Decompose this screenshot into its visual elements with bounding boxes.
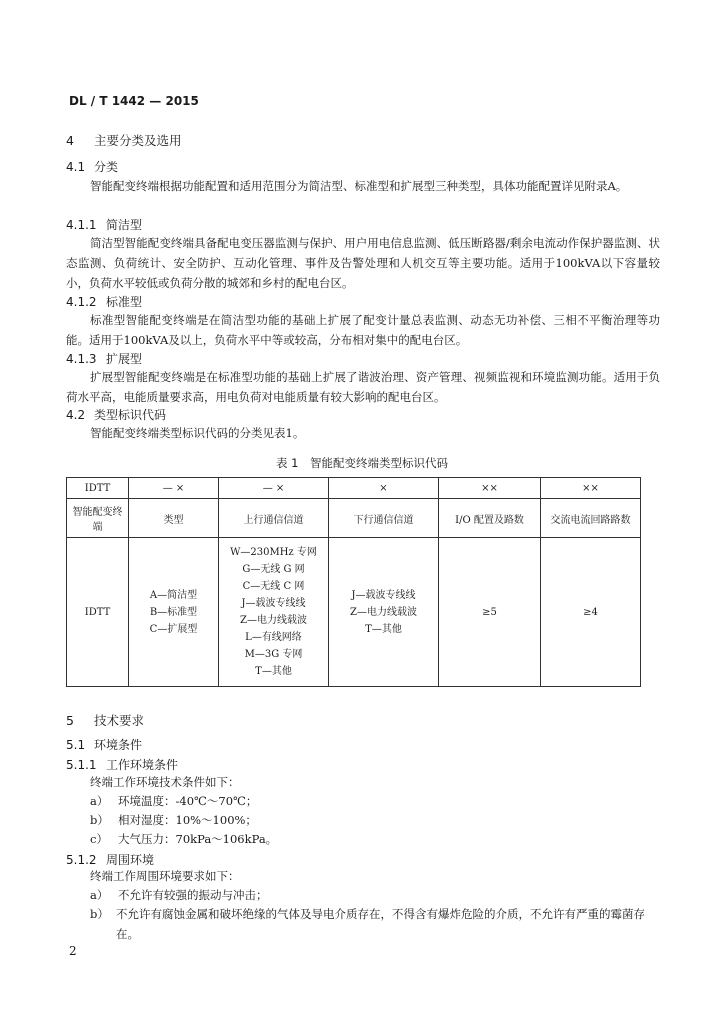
section-number: 4.1.1 (66, 218, 97, 232)
table-header-cell: — × (129, 478, 219, 499)
table-header-cell: — × (219, 478, 329, 499)
section-number: 5.1.1 (66, 758, 97, 772)
section-title: 技术要求 (94, 713, 145, 728)
section-title: 工作环境条件 (106, 758, 179, 772)
list-tag: a） (90, 888, 109, 902)
list-tag: c） (90, 832, 108, 846)
list-text: 大气压力：70kPa～106kPa。 (118, 832, 278, 846)
section-4-1-3-heading (66, 350, 142, 367)
section-title: 环境条件 (94, 738, 143, 752)
table-header-cell: I/O 配置及路数 (439, 499, 541, 538)
list-item (90, 831, 277, 847)
table-header-cell: 交流电流回路路数 (541, 499, 641, 538)
section-title: 主要分类及选用 (94, 133, 182, 148)
section-title: 扩展型 (106, 352, 143, 366)
list-item-b-tag (90, 906, 114, 922)
section-4-1-1-heading (66, 216, 142, 233)
table-header-cell: 上行通信信道 (219, 499, 329, 538)
type-code-table (66, 477, 641, 687)
list-tag: a） (90, 794, 109, 808)
uplink-option: G—无线 G 网 (242, 564, 305, 575)
section-4-heading (66, 131, 182, 149)
document-header: DL / T 1442 — 2015 (69, 94, 199, 108)
table-header-cell: ×× (439, 478, 541, 499)
table-cell-ac: ≥4 (541, 538, 641, 687)
section-4-1-2-text: 标准型智能配变终端是在简洁型功能的基础上扩展了配变计量总表监测、动态无功补偿、三相不平衡治理等功能。适用于100kVA及以上，负荷水平中等或较高，分布相对集中的配电台区。 (66, 313, 660, 347)
section-5-1-1-heading (66, 756, 178, 773)
table-header-cell: 类型 (129, 499, 219, 538)
list-text: 不允许有较强的振动与冲击； (118, 888, 268, 902)
table-header-cell: 智能配变终端 (67, 499, 129, 538)
list-item (90, 812, 257, 828)
section-4-1-text: 智能配变终端根据功能配置和适用范围分为简洁型、标准型和扩展型三种类型，具体功能配置详见附录A。 (90, 179, 628, 193)
section-5-1-2-heading (66, 851, 154, 868)
uplink-option: L—有线网络 (245, 632, 302, 643)
section-5-1-heading (66, 736, 142, 753)
table-cell-uplink (219, 538, 329, 687)
section-title: 类型标识代码 (94, 408, 167, 422)
section-title: 周围环境 (106, 853, 155, 867)
uplink-option: M—3G 专网 (244, 649, 303, 660)
section-4-1-3-text: 扩展型智能配变终端是在标准型功能的基础上扩展了谐波治理、资产管理、视频监视和环境监测功能。适用于负荷水平高，电能质量要求高，用电负荷对电能质量有较大影响的配电台区。 (66, 370, 660, 404)
table-cell-types (129, 538, 219, 687)
list-text: 相对湿度：10%～100%； (118, 813, 257, 827)
section-number: 4.1.3 (66, 352, 97, 366)
downlink-option: J—载波专线线 (351, 589, 416, 601)
type-option: A—简洁型 (149, 589, 198, 601)
downlink-option: Z—电力线载波 (350, 606, 417, 618)
downlink-option: T—其他 (365, 623, 402, 635)
table-header-cell: × (329, 478, 439, 499)
section-title: 标准型 (106, 295, 143, 309)
uplink-option: Z—电力线载波 (240, 615, 307, 626)
table-caption: 表 1 智能配变终端类型标识代码 (276, 456, 448, 470)
list-item (90, 887, 268, 903)
section-5-1-1-intro: 终端工作环境技术条件如下： (90, 775, 240, 789)
type-option: B—标准型 (149, 606, 198, 618)
section-title: 简洁型 (106, 218, 143, 232)
section-number: 4.2 (66, 408, 86, 422)
uplink-option: W—230MHz 专网 (230, 547, 317, 558)
section-4-1-heading (66, 158, 118, 175)
section-4-2-heading (66, 406, 166, 423)
section-5-1-2-intro: 终端工作周围环境要求如下： (90, 869, 240, 883)
section-number: 4.1.2 (66, 295, 97, 309)
uplink-option: J—载波专线线 (241, 598, 306, 609)
section-number: 4.1 (66, 160, 86, 174)
section-4-2-text: 智能配变终端类型标识代码的分类见表1。 (90, 426, 305, 440)
list-tag: b） (90, 907, 109, 921)
table-cell-downlink (329, 538, 439, 687)
table-header-cell: IDTT (67, 478, 129, 499)
uplink-option: T—其他 (255, 666, 292, 677)
uplink-option: C—无线 C 网 (242, 581, 305, 592)
section-number: 5.1.2 (66, 853, 97, 867)
table-header-cell: 下行通信信道 (329, 499, 439, 538)
table-cell-io: ≥5 (439, 538, 541, 687)
section-number: 4 (66, 133, 74, 148)
section-4-1-1-text: 简洁型智能配变终端具备配电变压器监测与保护、用户用电信息监测、低压断路器/剩余电流动作保护器监测、状态监测、负荷统计、安全防护、互动化管理、事件及告警处理和人机交互等主要功能。适用于100kVA以下容量较小，负荷水平较低或负荷分散的城郊和乡村的配电台区。 (66, 236, 660, 290)
section-4-1-2-heading (66, 293, 142, 310)
list-item (90, 793, 257, 809)
table-cell-code: IDTT (67, 538, 129, 687)
list-tag: b） (90, 813, 109, 827)
section-number: 5 (66, 713, 74, 728)
page-number: 2 (69, 944, 77, 958)
section-5-heading (66, 711, 144, 729)
list-text: 不允许有腐蚀金属和破坏绝缘的气体及导电介质存在，不得含有爆炸危险的介质，不允许有严重的霉菌存在。 (116, 907, 645, 941)
table-header-cell: ×× (541, 478, 641, 499)
list-text: 环境温度：-40℃～70℃； (118, 794, 258, 808)
type-option: C—扩展型 (149, 623, 198, 635)
section-number: 5.1 (66, 738, 86, 752)
section-title: 分类 (94, 160, 119, 174)
